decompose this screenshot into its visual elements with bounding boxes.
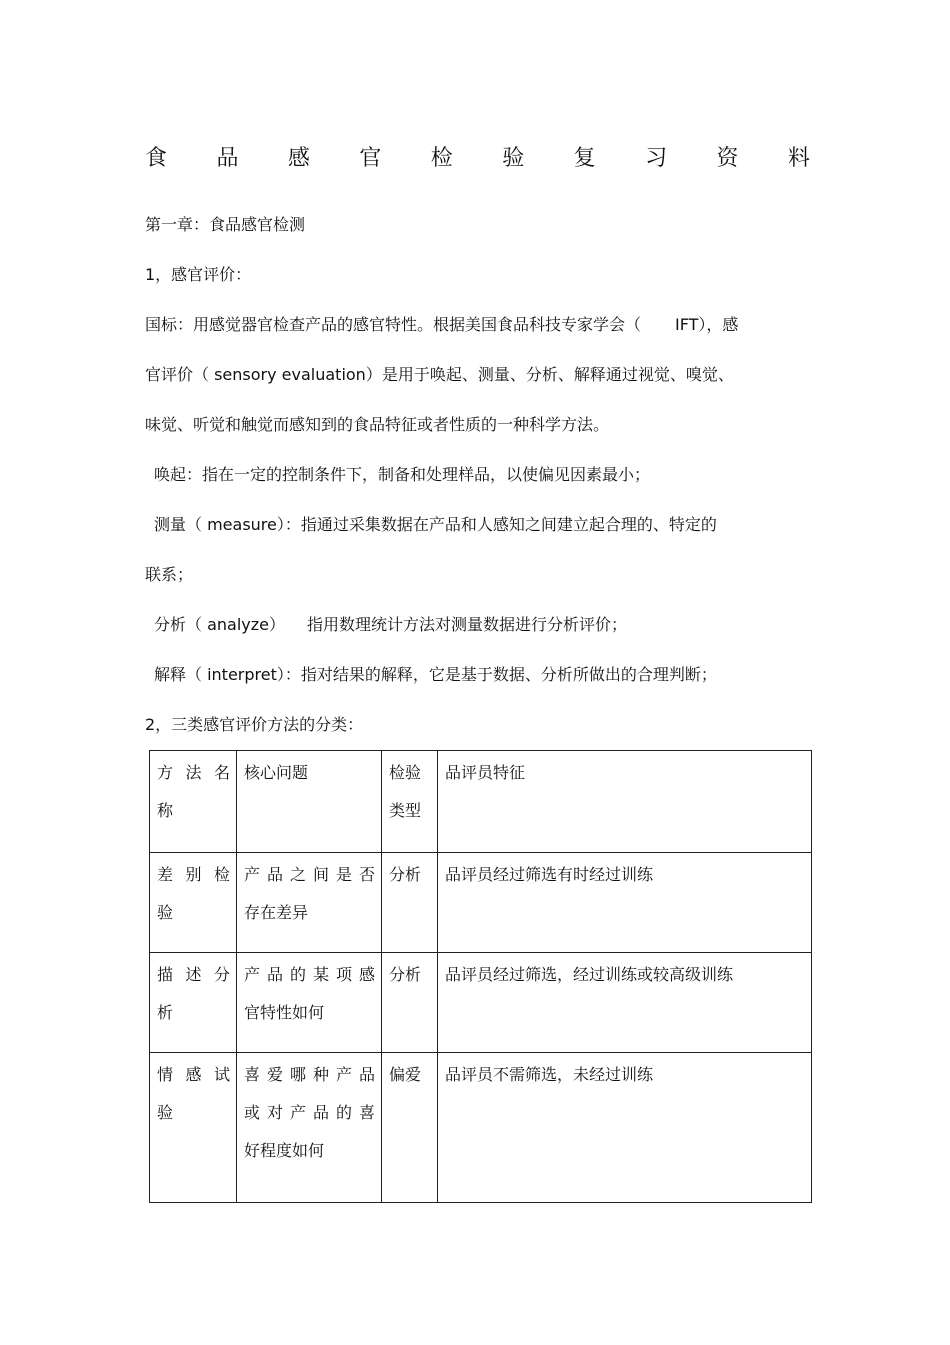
cell-text: 分析 <box>389 965 422 984</box>
cell-text: 析 <box>157 1003 174 1022</box>
table-header-row <box>150 751 812 853</box>
cell-text: 喜爱哪种产品 <box>244 1065 375 1084</box>
cell-text: 称 <box>157 801 174 820</box>
definition-line-1 <box>145 314 738 336</box>
cell-text: 检验 <box>389 763 422 782</box>
cell-text: 品评员不需筛选，未经过训练 <box>445 1065 654 1084</box>
cell-text: 产品之间是否 <box>244 865 375 884</box>
cell-panel <box>438 1053 812 1203</box>
title-char: 验 <box>502 146 525 171</box>
analyze-term: 分析（ analyze） <box>154 615 285 634</box>
cell-text: 或对产品的喜 <box>244 1103 375 1122</box>
cell-core <box>237 953 382 1053</box>
cell-text: 情感试 <box>157 1065 230 1084</box>
section-heading-2: 2，三类感官评价方法的分类： <box>145 715 364 734</box>
cell-text: 分析 <box>389 865 422 884</box>
definition-line-2: 官评价（ sensory evaluation）是用于唤起、测量、分析、解释通过视觉、嗅觉、 <box>145 365 734 384</box>
title-char: 习 <box>645 146 668 171</box>
definition-text: IFT），感 <box>675 315 739 334</box>
document-title <box>145 144 810 174</box>
measure-paragraph: 测量（ measure）：指通过采集数据在产品和人感知之间建立起合理的、特定的 <box>154 515 717 534</box>
cell-core <box>237 1053 382 1203</box>
cell-text: 差别检 <box>157 865 230 884</box>
cell-method <box>150 953 237 1053</box>
cell-text: 偏爱 <box>389 1065 422 1084</box>
section-heading-1: 1，感官评价： <box>145 265 252 284</box>
cell-panel <box>438 853 812 953</box>
table-row <box>150 953 812 1053</box>
cell-text: 好程度如何 <box>244 1141 325 1160</box>
title-char: 感 <box>287 146 310 171</box>
cell-text: 品评员经过筛选有时经过训练 <box>445 865 654 884</box>
title-char: 品 <box>216 146 239 171</box>
cell-method <box>150 853 237 953</box>
interpret-paragraph: 解释（ interpret）：指对结果的解释，它是基于数据、分析所做出的合理判断； <box>154 665 717 684</box>
cell-type <box>382 853 438 953</box>
measure-paragraph-cont: 联系； <box>145 565 194 584</box>
header-cell-core <box>237 751 382 853</box>
definition-line-3: 味觉、听觉和触觉而感知到的食品特征或者性质的一种科学方法。 <box>145 415 610 434</box>
cell-text: 描述分 <box>157 965 230 984</box>
header-cell-panel <box>438 751 812 853</box>
cell-text: 验 <box>157 903 174 922</box>
title-char: 食 <box>145 146 168 171</box>
cell-panel <box>438 953 812 1053</box>
table-row <box>150 1053 812 1203</box>
cell-text: 品评员特征 <box>445 763 526 782</box>
cell-type <box>382 953 438 1053</box>
cell-text: 方法名 <box>157 763 230 782</box>
evoke-paragraph: 唤起：指在一定的控制条件下，制备和处理样品，以使偏见因素最小； <box>154 465 651 484</box>
cell-text: 产品的某项感 <box>244 965 375 984</box>
method-classification-table <box>149 750 812 1203</box>
cell-text: 官特性如何 <box>244 1003 325 1022</box>
cell-text: 验 <box>157 1103 174 1122</box>
table-row <box>150 853 812 953</box>
cell-type <box>382 1053 438 1203</box>
cell-text: 品评员经过筛选，经过训练或较高级训练 <box>445 965 734 984</box>
definition-text: 国标：用感觉器官检查产品的感官特性。根据美国食品科技专家学会（ <box>145 315 642 334</box>
cell-text: 类型 <box>389 801 422 820</box>
title-char: 检 <box>430 146 453 171</box>
header-cell-type <box>382 751 438 853</box>
analyze-text: 指用数理统计方法对测量数据进行分析评价； <box>307 615 628 634</box>
cell-text: 核心问题 <box>244 763 309 782</box>
cell-core <box>237 853 382 953</box>
analyze-paragraph <box>154 614 627 636</box>
title-char: 复 <box>573 146 596 171</box>
header-cell-method <box>150 751 237 853</box>
cell-method <box>150 1053 237 1203</box>
title-char: 资 <box>716 146 739 171</box>
cell-text: 存在差异 <box>244 903 309 922</box>
title-char: 料 <box>787 146 810 171</box>
title-char: 官 <box>359 146 382 171</box>
chapter-heading: 第一章：食品感官检测 <box>145 215 306 234</box>
